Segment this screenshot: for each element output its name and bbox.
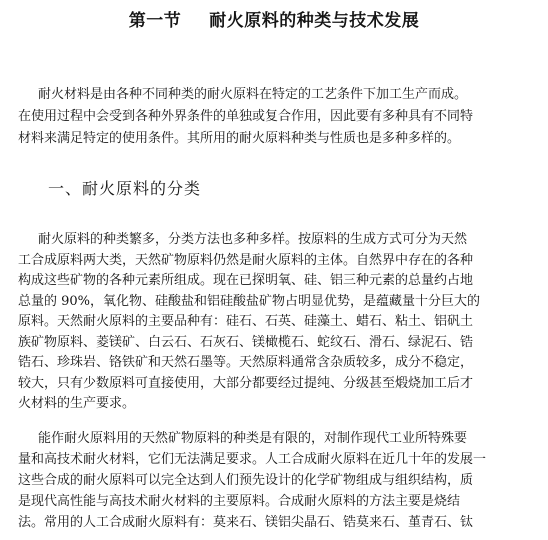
text-line: 材料来满足特定的使用条件。其所用的耐火原料种类与性质也是多种多样的。 [18,131,461,146]
text-line: 能作耐火原料用的天然矿物原料的种类是有限的，对制作现代工业所特殊要 [38,431,468,446]
section-number: 第一节 [128,11,182,31]
intro-paragraph [0,84,548,150]
text-line: 是现代高性能与高技术耐火材料的主要原料。合成耐火原料的方法主要是烧结 [18,494,461,509]
text-line: 耐火材料是由各种不同种类的耐火原料在特定的工艺条件下加工生产而成。 [38,87,468,102]
text-line: 法。常用的人工合成耐火原料有：莫来石、镁铝尖晶石、锆莫来石、堇青石、钛 [18,515,474,530]
text-line: 族矿物原料、菱镁矿、白云石、石灰石、镁橄榄石、蛇纹石、滑石、绿泥石、锆 [18,334,474,350]
section-title [0,6,548,31]
text-line: 量和高技术耐火材料，它们无法满足要求。人工合成耐火原料在近几十年的发展一 [18,452,487,467]
classification-paragraph [0,230,548,415]
text-line: 火材料的生产要求。 [18,396,136,411]
section-title-text: 耐火原料的种类与技术发展 [209,11,420,31]
text-line: 原料。天然耐火原料的主要品种有：硅石、石英、硅藻土、蜡石、粘土、铝矾土 [18,314,474,329]
text-line: 构成这些矿物的各种元素所组成。现在已探明氧、硅、铝三种元素的总量约占地 [18,273,474,288]
text-line: 这些合成的耐火原料可以完全达到人们预先设计的化学矿物组成与组织结构，质 [18,473,474,488]
text-line: 工合成原料两大类，天然矿物原料仍然是耐火原料的主体。自然界中存在的各种 [18,252,474,268]
text-line: 锆石、珍珠岩、铬铁矿和天然石墨等。天然原料通常含杂质较多，成分不稳定， [18,355,474,370]
text-line: 耐火原料的种类繁多，分类方法也多种多样。按原料的生成方式可分为天然 [38,232,468,247]
synthetic-materials-paragraph [0,428,548,533]
subsection-heading: 一、耐火原料的分类 [48,179,202,198]
text-line: 在使用过程中会受到各种外界条件的单独或复合作用，因此要有多种具有不同特 [18,109,474,124]
text-line: 总量的 90%，氧化物、硅酸盐和铝硅酸盐矿物占明显优势，是蕴藏量十分巨大的 [18,293,481,309]
text-line: 较大，只有少数原料可直接使用，大部分都要经过提纯、分级甚至煅烧加工后才 [18,375,474,391]
